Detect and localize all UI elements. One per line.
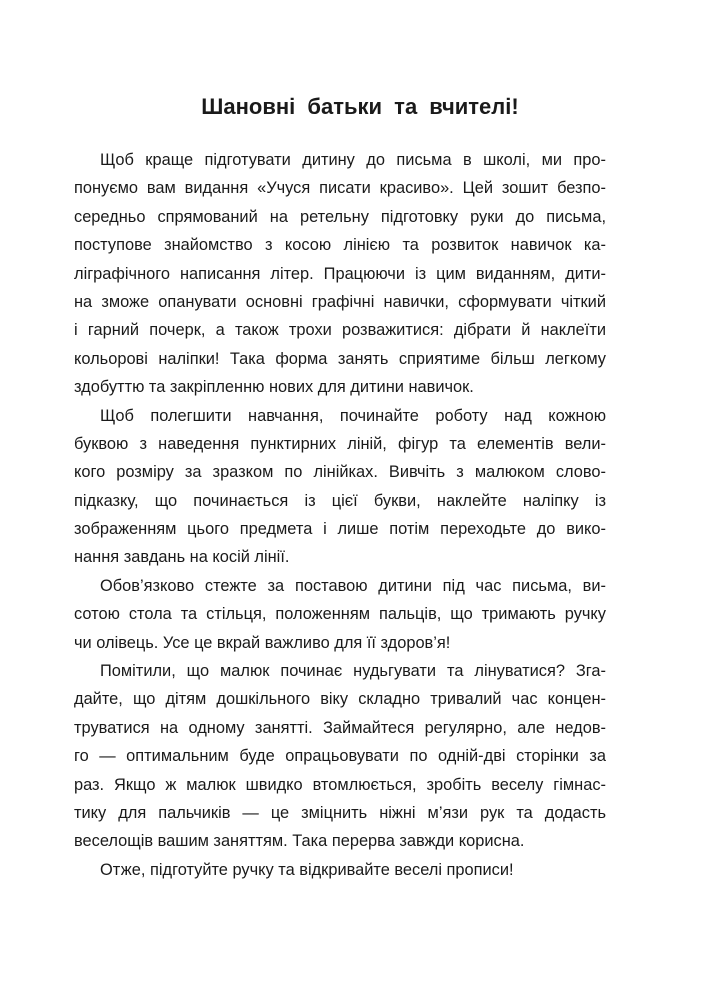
text-line: Щоб полегшити навчання, починайте роботу над кожною xyxy=(100,406,606,425)
text-line: кого розміру за зразком по лінійках. Вивчіть з малюком слово- xyxy=(74,463,606,482)
paragraph-2 xyxy=(74,402,606,572)
text-line: і гарний почерк, а також трохи розважитися: дібрати й наклеїти xyxy=(74,321,606,340)
text-line: середньо спрямований на ретельну підготовку руки до письма, xyxy=(74,207,606,226)
text-line: ліграфічного написання літер. Працюючи із цим виданням, дити- xyxy=(74,264,606,283)
text-line: сотою стола та стільця, положенням пальців, що тримають ручку xyxy=(74,605,606,624)
text-line: кольорові наліпки! Така форма занять сприятиме більш легкому xyxy=(74,349,606,368)
page-title: Шановні батьки та вчителі! xyxy=(201,94,519,119)
text-line: веселощів вашим заняттям. Така перерва завжди корисна. xyxy=(74,832,525,851)
text-line: понуємо вам видання «Учуся писати красиво». Цей зошит безпо- xyxy=(74,179,606,198)
paragraph-1 xyxy=(74,146,606,402)
text-line: здобуттю та закріпленню нових для дитини навичок. xyxy=(74,378,474,397)
text-line: раз. Якщо ж малюк швидко втомлюється, зробіть веселу гімнас- xyxy=(74,775,606,794)
text-line: поступове знайомство з косою лінією та розвиток навичок ка- xyxy=(74,236,606,255)
text-line: підказку, що починається із цієї букви, наклейте наліпку із xyxy=(74,491,606,510)
text-line: зображенням цього предмета і лише потім переходьте до вико- xyxy=(74,520,606,539)
paragraph-3 xyxy=(74,572,606,657)
text-line: буквою з наведення пунктирних ліній, фігур та елементів вели- xyxy=(74,434,606,453)
text-line: нання завдань на косій лінії. xyxy=(74,548,290,567)
text-line: дайте, що дітям дошкільного віку складно тривалий час концен- xyxy=(74,690,606,709)
text-line: труватися на одному занятті. Займайтеся регулярно, але недов- xyxy=(74,718,606,737)
body-text xyxy=(74,146,606,884)
text-line: Отже, підготуйте ручку та відкривайте веселі прописи! xyxy=(100,860,514,879)
text-line: тику для пальчиків — це зміцнить ніжні м’язи рук та додасть xyxy=(74,803,606,822)
text-line: чи олівець. Усе це вкрай важливо для її здоров’я! xyxy=(74,633,451,652)
paragraph-4 xyxy=(74,657,606,856)
text-line: го — оптимальним буде опрацьовувати по одній-дві сторінки за xyxy=(74,747,606,766)
text-line: на зможе опанувати основні графічні навички, сформувати чіткий xyxy=(74,292,606,311)
paragraph-5 xyxy=(74,856,606,884)
text-line: Обов’язково стежте за поставою дитини під час письма, ви- xyxy=(100,576,606,595)
text-line: Помітили, що малюк починає нудьгувати та лінуватися? Зга- xyxy=(100,662,606,681)
text-line: Щоб краще підготувати дитину до письма в школі, ми про- xyxy=(100,151,606,169)
